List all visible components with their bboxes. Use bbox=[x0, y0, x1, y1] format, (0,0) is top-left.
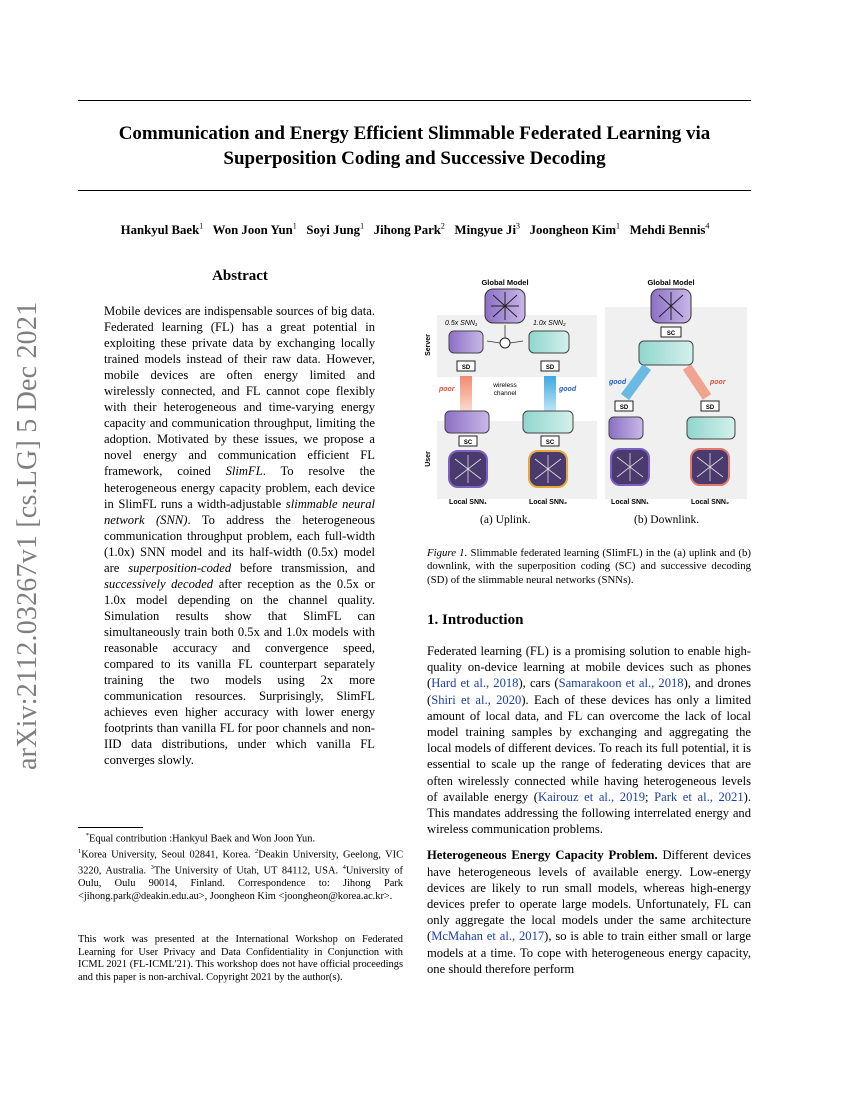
local-model-icon bbox=[687, 417, 735, 439]
local-model-icon bbox=[445, 411, 489, 433]
citation-link[interactable]: McMahan et al., 2017 bbox=[431, 929, 545, 944]
global-model-label: Global Model bbox=[647, 278, 695, 287]
global-model-label: Global Model bbox=[481, 278, 529, 287]
local-snn2-label: Local SNN₂ bbox=[690, 499, 730, 506]
user-label: User bbox=[425, 451, 432, 467]
title-rule bbox=[78, 190, 751, 191]
section-heading: 1. Introduction bbox=[427, 612, 524, 628]
author: Mehdi Bennis$^4$ bbox=[629, 222, 710, 238]
local-model-icon bbox=[523, 411, 573, 433]
sc-label: SC bbox=[545, 440, 555, 446]
poor-label: poor bbox=[439, 386, 455, 393]
citation-link[interactable]: Samarakoon et al., 2018 bbox=[558, 676, 684, 691]
sc-label: SC bbox=[463, 440, 473, 446]
channel-label: channel bbox=[493, 390, 517, 397]
author: Soyi Jung$^1$ bbox=[306, 222, 365, 238]
author: Jihong Park$^2$ bbox=[373, 222, 445, 238]
good-label: good bbox=[609, 379, 627, 386]
abstract-body: Mobile devices are indispensable sources of big data. Federated learning (FL) has a great potential in exploiting these private data by exchanging locally trained models instead of their raw data. However, mobile devices are often energy limited and wirelessly connected, and FL cannot cope flexibly with their heterogeneous and time-varying energy capacity and communication throughput, limiting the adoption. Motivated by these issues, we propose a novel energy and communication efficient FL framework, coined SlimFL. To resolve the heterogeneous energy capacity problem, each device in SlimFL runs a width-adjustable slimmable neural network (SNN). To address the heterogeneous communication throughput problem, each full-width (1.0x) SNN model and its half-width (0.5x) model are superposition-coded before transmission, and successively decoded after reception as the 0.5x or 1.0x model depending on the channel quality. Simulation results show that SlimFL can simultaneously train both 0.5x and 1.0x models with reasonable accuracy and convergence speed, compared to its vanilla FL counterpart separately training the two models using 2x more communication resources. Surprisingly, SlimFL achieves even higher accuracy with lower energy footprints than vanilla FL for poor channels and non-IID data distributions, under which vanilla FL converges slowly. bbox=[104, 304, 375, 768]
local-snn1-label: Local SNN₁ bbox=[611, 499, 649, 506]
top-rule bbox=[78, 100, 751, 101]
subcaption-a: (a) Uplink. bbox=[480, 514, 531, 526]
superposed-model-icon bbox=[639, 341, 693, 365]
sc-label: SC bbox=[666, 331, 676, 337]
subcaption-b: (b) Downlink. bbox=[634, 514, 700, 526]
paragraph: Federated learning (FL) is a promising solution to enable high-quality on-device learning at mobile devices such as phones (Hard et al., 2018), cars (Samarakoon et al., 2018), and drones (Shiri et al., 2020). Each of these devices has only a limited amount of local data, and FL can overcome the lack of local model training samples by exchanging and aggregating the local models of different devices. To reach its full potential, it is essential to scale up the range of federating devices that are often wirelessly connected while having heterogeneous levels of available energy (Kairouz et al., 2019; Park et al., 2021). This mandates addressing the following interrelated energy and wireless communication problems. bbox=[427, 644, 751, 837]
sd-label: SD bbox=[619, 405, 629, 411]
local-snn1-label: Local SNN₁ bbox=[449, 499, 487, 506]
sd-label: SD bbox=[461, 365, 471, 371]
workshop-note: This work was presented at the International Workshop on Federated Learning for User Privacy and Data Confidentiality in Conjunction with ICML 2021 (FL-ICML'21). This workshop does not have official proceedings and this paper is non-archival. Copyright 2021 by the author(s). bbox=[78, 934, 403, 983]
introduction-body bbox=[427, 643, 751, 987]
local-snn2-label: Local SNN₂ bbox=[528, 499, 568, 506]
author-list bbox=[60, 222, 770, 238]
local-model-icon bbox=[609, 417, 643, 439]
figure-diagram bbox=[425, 273, 750, 508]
wireless-label: wireless bbox=[493, 382, 517, 389]
citation-link[interactable]: Park et al., 2021 bbox=[654, 789, 744, 804]
abstract-heading: Abstract bbox=[212, 268, 268, 284]
citation-link[interactable]: Kairouz et al., 2019 bbox=[537, 789, 645, 804]
footnote: *Equal contribution :Hankyul Baek and Won Joon Yun. bbox=[85, 832, 316, 845]
good-label: good bbox=[559, 386, 577, 393]
footnote-rule bbox=[78, 827, 143, 828]
snn2-label: 1.0x SNN₂ bbox=[533, 320, 566, 327]
author: Mingyue Ji$^3$ bbox=[454, 222, 520, 238]
figure-1 bbox=[425, 273, 750, 533]
uplink-poor-arrow bbox=[460, 376, 472, 414]
author: Joongheon Kim$^1$ bbox=[529, 222, 621, 238]
arxiv-watermark: arXiv:2112.03267v1 [cs.LG] 5 Dec 2021 bbox=[12, 301, 43, 770]
model-half-icon bbox=[449, 331, 483, 353]
author: Won Joon Yun$^1$ bbox=[212, 222, 297, 238]
model-full-icon bbox=[529, 331, 569, 353]
uplink-good-arrow bbox=[544, 376, 556, 414]
poor-label: poor bbox=[710, 379, 726, 386]
sd-label: SD bbox=[705, 405, 715, 411]
figure-caption: Figure 1. Slimmable federated learning (SlimFL) in the (a) uplink and (b) downlink, with the superposition coding (SC) and successive decoding (SD) of the slimmable neural networks (SNNs). bbox=[427, 547, 751, 586]
author: Hankyul Baek$^1$ bbox=[120, 222, 204, 238]
footnotes bbox=[78, 830, 403, 903]
citation-link[interactable]: Hard et al., 2018 bbox=[431, 676, 519, 691]
server-label: Server bbox=[425, 334, 432, 356]
aggregate-icon bbox=[500, 338, 510, 348]
footnote-affiliations: $^1$Korea University, Seoul 02841, Korea. $^2$Deakin University, Geelong, VIC 3220, Australia. $^3$The University of Utah, UT 84112, USA. $^4$University of Oulu, Oulu 90014, Finland. Correspondence to: Jihong Park <jihong.park@deakin.edu.au>, Joongheon Kim <joongheon@korea.ac.kr>. bbox=[78, 848, 403, 902]
sd-label: SD bbox=[545, 365, 555, 371]
paper-title: Communication and Energy Efficient Slimmable Federated Learning via Superposition Coding and Successive Decoding bbox=[118, 123, 711, 169]
paragraph: Heterogeneous Energy Capacity Problem. Different devices have heterogeneous levels of available energy. Low-energy devices are likely to run small models, whereas high-energy devices prefer to operate large models. Unfortunately, FL can only aggregate the local models under the same architecture (McMahan et al., 2017), so is able to train either small or large models at a time. To cope with heterogeneous energy capacity, one should therefore perform bbox=[427, 848, 751, 976]
citation-link[interactable]: Shiri et al., 2020 bbox=[431, 692, 522, 707]
snn1-label: 0.5x SNN₁ bbox=[445, 320, 478, 327]
